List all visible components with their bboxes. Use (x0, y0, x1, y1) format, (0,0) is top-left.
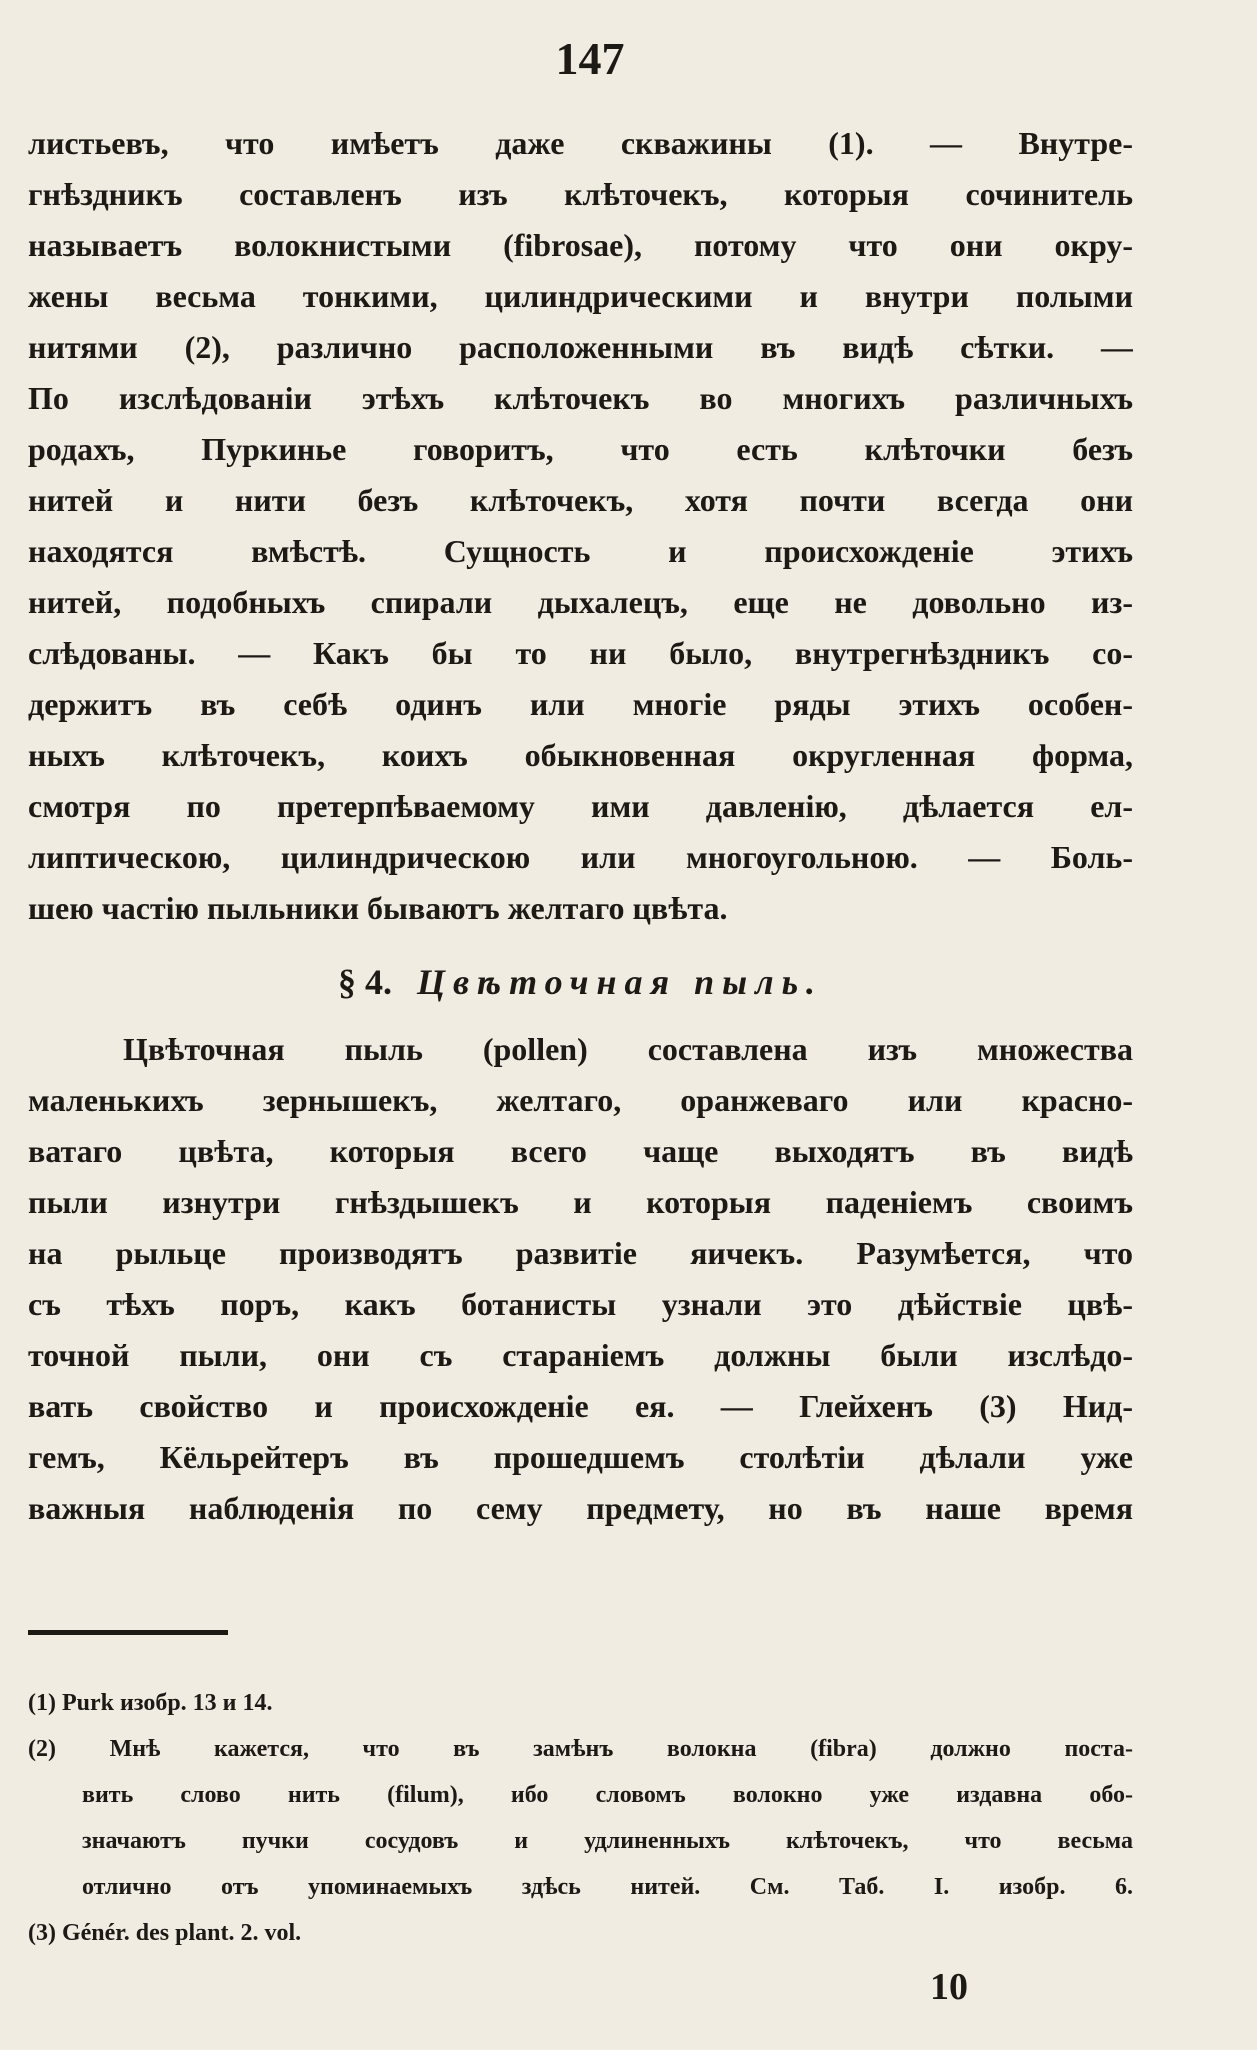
text-line: листьевъ, что имѣетъ даже скважины (1). — Внутре- (28, 125, 1133, 161)
footnote-3: (3) Génér. des plant. 2. vol. (28, 1920, 302, 1946)
text-line: Цвѣточная пыль (pollen) составлена изъ множества (123, 1031, 1133, 1067)
text-line: на рыльце производятъ развитіе яичекъ. Разумѣется, что (28, 1235, 1133, 1271)
text-line: маленькихъ зернышекъ, желтаго, оранжеваго или красно- (28, 1082, 1133, 1118)
text-line: называетъ волокнистыми (fibrosae), потому что они окру- (28, 227, 1133, 263)
text-line: жены весьма тонкими, цилиндрическими и внутри полыми (28, 278, 1133, 314)
text-line: съ тѣхъ поръ, какъ ботанисты узнали это дѣйствіе цвѣ- (28, 1286, 1133, 1322)
text-line: нитями (2), различно расположенными въ видѣ сѣтки. — (28, 329, 1133, 365)
section-heading (28, 944, 1133, 1020)
section-number: § 4. (337, 962, 392, 1002)
text-line: липтическою, цилиндрическою или многоугольною. — Боль- (28, 839, 1133, 875)
text-line: нитей и нити безъ клѣточекъ, хотя почти всегда они (28, 482, 1133, 518)
text-line: пыли изнутри гнѣздышекъ и которыя паденіемъ своимъ (28, 1184, 1133, 1220)
text-line: шею частію пыльники бываютъ желтаго цвѣта. (28, 890, 728, 926)
signature-mark: 10 (930, 1966, 968, 2008)
text-line: держитъ въ себѣ одинъ или многіе ряды этихъ особен- (28, 686, 1133, 722)
text-line: гнѣздникъ составленъ изъ клѣточекъ, которыя сочинитель (28, 176, 1133, 212)
footnote-2-line: отлично отъ упоминаемыхъ здѣсь нитей. См. Таб. I. изобр. 6. (82, 1874, 1133, 1900)
section-title: Цвѣточная пыль. (416, 962, 824, 1002)
text-line: находятся вмѣстѣ. Сущность и происхожденіе этихъ (28, 533, 1133, 569)
text-line: смотря по претерпѣваемому ими давленію, дѣлается ел- (28, 788, 1133, 824)
text-line: родахъ, Пуркинье говоритъ, что есть клѣточки безъ (28, 431, 1133, 467)
footnote-2-line: (2) Мнѣ кажется, что въ замѣнъ волокна (fibra) должно поста- (28, 1736, 1133, 1762)
text-line: вать свойство и происхожденіе ея. — Глейхенъ (3) Нид- (28, 1388, 1133, 1424)
text-line: важныя наблюденія по сему предмету, но въ наше время (28, 1490, 1133, 1526)
footnote-1: (1) Purk изобр. 13 и 14. (28, 1690, 273, 1716)
footnote-2-line: вить слово нить (filum), ибо словомъ волокно уже издавна обо- (82, 1782, 1133, 1808)
body-text (28, 118, 1133, 1534)
page-number: 147 (555, 33, 625, 84)
text-line: гемъ, Кёльрейтеръ въ прошедшемъ столѣтіи дѣлали уже (28, 1439, 1133, 1475)
text-line: нитей, подобныхъ спирали дыхалецъ, еще не довольно из- (28, 584, 1133, 620)
footnote-2-line: значаютъ пучки сосудовъ и удлиненныхъ клѣточекъ, что весьма (82, 1828, 1133, 1854)
text-line: точной пыли, они съ стараніемъ должны были изслѣдо- (28, 1337, 1133, 1373)
text-line: ныхъ клѣточекъ, коихъ обыкновенная округленная форма, (28, 737, 1133, 773)
text-line: По изслѣдованіи этѣхъ клѣточекъ во многихъ различныхъ (28, 380, 1133, 416)
footnote-rule (28, 1630, 228, 1635)
text-line: слѣдованы. — Какъ бы то ни было, внутрегнѣздникъ со- (28, 635, 1133, 671)
text-line: ватаго цвѣта, которыя всего чаще выходятъ въ видѣ (28, 1133, 1133, 1169)
footnotes (28, 1680, 1133, 1956)
